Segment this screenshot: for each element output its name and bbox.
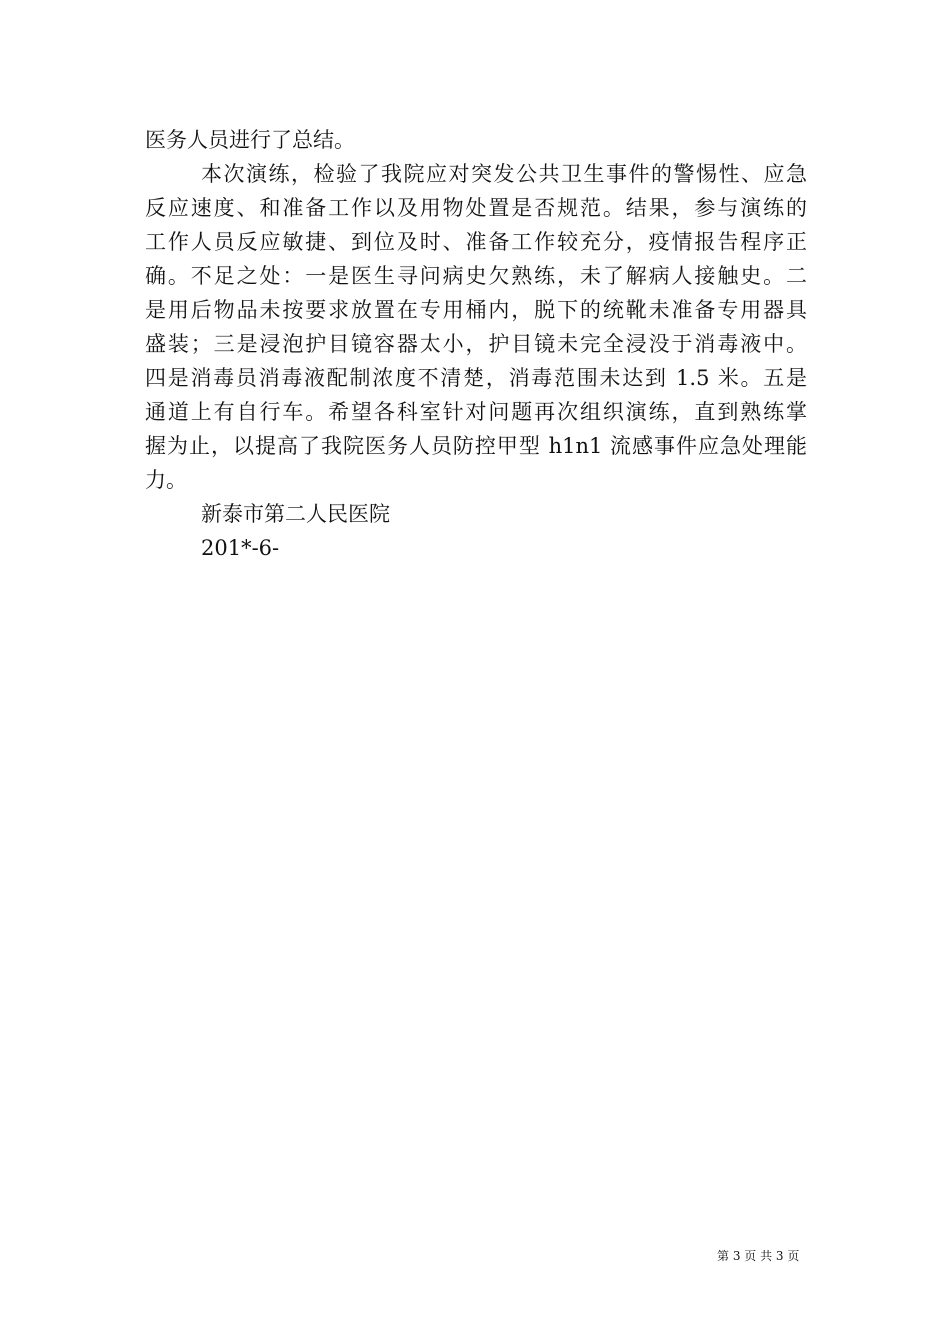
signature-organization: 新泰市第二人民医院 <box>201 502 390 526</box>
paragraph-line: 盛装；三是浸泡护目镜容器太小，护目镜未完全浸没于消毒液中。 <box>145 332 807 356</box>
paragraph-line: 确。不足之处：一是医生寻问病史欠熟练，未了解病人接触史。二 <box>145 264 807 288</box>
paragraph-line: 是用后物品未按要求放置在专用桶内，脱下的统靴未准备专用器具 <box>145 298 807 322</box>
paragraph-line: 力。 <box>145 468 187 492</box>
paragraph-line: 通道上有自行车。希望各科室针对问题再次组织演练，直到熟练掌 <box>145 400 807 424</box>
paragraph-line: 本次演练，检验了我院应对突发公共卫生事件的警惕性、应急 <box>201 162 807 186</box>
page-number-footer: 第 3 页 共 3 页 <box>717 1249 800 1263</box>
paragraph-line: 医务人员进行了总结。 <box>145 128 355 152</box>
paragraph-line: 四是消毒员消毒液配制浓度不清楚，消毒范围未达到 1.5 米。五是 <box>145 366 807 390</box>
document-body <box>145 123 807 565</box>
paragraph-line: 握为止，以提高了我院医务人员防控甲型 h1n1 流感事件应急处理能 <box>145 434 807 458</box>
signature-date: 201*-6- <box>201 536 280 560</box>
paragraph-line: 反应速度、和准备工作以及用物处置是否规范。结果，参与演练的 <box>145 196 807 220</box>
paragraph-line: 工作人员反应敏捷、到位及时、准备工作较充分，疫情报告程序正 <box>145 230 807 254</box>
